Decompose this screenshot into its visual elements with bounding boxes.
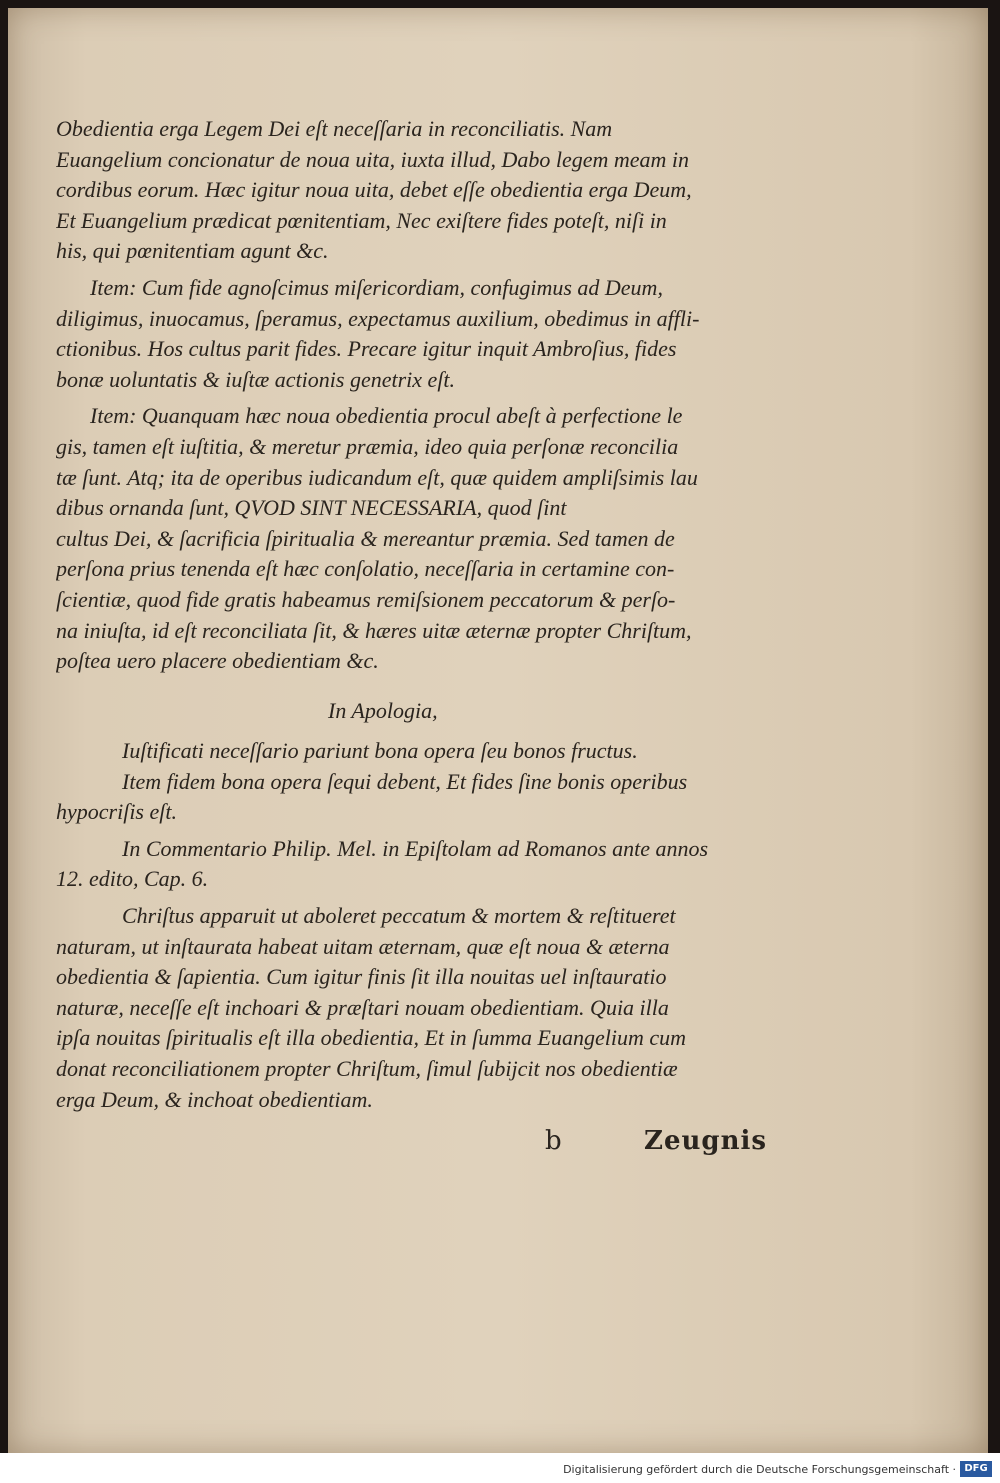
second-text-block (56, 736, 778, 1115)
scanned-page (8, 8, 988, 1453)
text-line: Iuſtificati neceſſario pariunt bona opera ſeu bonos fructus. (122, 738, 638, 763)
catchword: Zeugnis (644, 1126, 768, 1156)
text-line: na iniuſta, id eſt reconciliata ſit, & hæres uitæ æternæ propter Chriſtum, (56, 617, 692, 643)
text-line: Euangelium concionatur de noua uita, iuxta illud, Dabo legem meam in (56, 146, 690, 172)
paragraph-4 (56, 736, 778, 828)
text-line: In Commentario Philip. Mel. in Epiſtolam ad Romanos ante annos (122, 835, 709, 861)
section-heading: In Apologia, (328, 698, 438, 723)
text-line: Item fidem bona opera ſequi debent, Et fides ſine bonis operibus (122, 768, 688, 794)
text-line: perſona prius tenenda eſt hæc conſolatio, neceſſaria in certamine con- (56, 556, 675, 582)
text-line: diligimus, inuocamus, ſperamus, expectamus auxilium, obedimus in affli- (56, 305, 700, 331)
text-line: hypocriſis eſt. (56, 799, 177, 825)
text-line: Obedientia erga Legem Dei eſt neceſſaria in reconciliatis. Nam (56, 116, 613, 141)
text-line: Chriſtus apparuit ut aboleret peccatum & mortem & reſtitueret (122, 902, 676, 928)
text-line: cordibus eorum. Hæc igitur noua uita, debet eſſe obedientia erga Deum, (56, 177, 692, 203)
text-line: Item: Quanquam hæc noua obedientia procul abeſt à perfectione le (90, 403, 683, 429)
text-line: ſcientiæ, quod fide gratis habeamus remiſsionem peccatorum & perſo- (56, 586, 676, 612)
text-line: cultus Dei, & ſacrificia ſpiritualia & mereantur præmia. Sed tamen de (56, 525, 675, 551)
text-line: ipſa nouitas ſpiritualis eſt illa obedientia, Et in ſumma Euangelium cum (56, 1025, 687, 1051)
text-line: poſtea uero placere obedientiam &c. (56, 648, 379, 674)
text-line: Et Euangelium prædicat pœnitentiam, Nec exiſtere fides poteſt, niſi in (56, 207, 667, 233)
text-line: donat reconciliationem propter Chriſtum, ſimul ſubijcit nos obedientiæ (56, 1055, 678, 1081)
text-line: obedientia & ſapientia. Cum igitur finis ſit illa nouitas uel inſtauratio (56, 964, 667, 990)
text-line: naturæ, neceſſe eſt inchoari & præſtari nouam obedientiam. Quia illa (56, 994, 669, 1020)
paragraph-5 (56, 834, 778, 895)
paragraph-1 (56, 114, 778, 267)
text-line: tæ ſunt. Atq; ita de operibus iudicandum eſt, quæ quidem ampliſsimis lau (56, 464, 698, 490)
paragraph-3 (56, 401, 778, 676)
paragraph-6 (56, 901, 778, 1115)
signature-mark: b (545, 1126, 562, 1156)
text-line: Item: Cum fide agnoſcimus miſericordiam, confugimus ad Deum, (90, 274, 663, 300)
text-line: dibus ornanda ſunt, QVOD SINT NECESSARIA, quod ſint (56, 495, 567, 521)
text-line: bonæ uoluntatis & iuſtæ actionis genetrix eſt. (56, 366, 456, 392)
main-text-block (56, 114, 778, 677)
funding-credit: Digitalisierung gefördert durch die Deutsche Forschungsgemeinschaft · (563, 1463, 956, 1476)
credit-bar (0, 1453, 1000, 1483)
text-line: erga Deum, & inchoat obedientiam. (56, 1086, 373, 1112)
text-line: his, qui pœnitentiam agunt &c. (56, 238, 329, 264)
paragraph-2 (56, 273, 778, 395)
text-line: gis, tamen eſt iuſtitia, & meretur præmia, ideo quia perſonæ reconcilia (56, 433, 679, 459)
text-line: naturam, ut inſtaurata habeat uitam æternam, quæ eſt noua & æterna (56, 933, 670, 959)
dfg-logo-icon: DFG (960, 1461, 992, 1477)
text-line: ctionibus. Hos cultus parit fides. Precare igitur inquit Ambroſius, fides (56, 336, 677, 362)
text-line: 12. edito, Cap. 6. (56, 866, 209, 892)
